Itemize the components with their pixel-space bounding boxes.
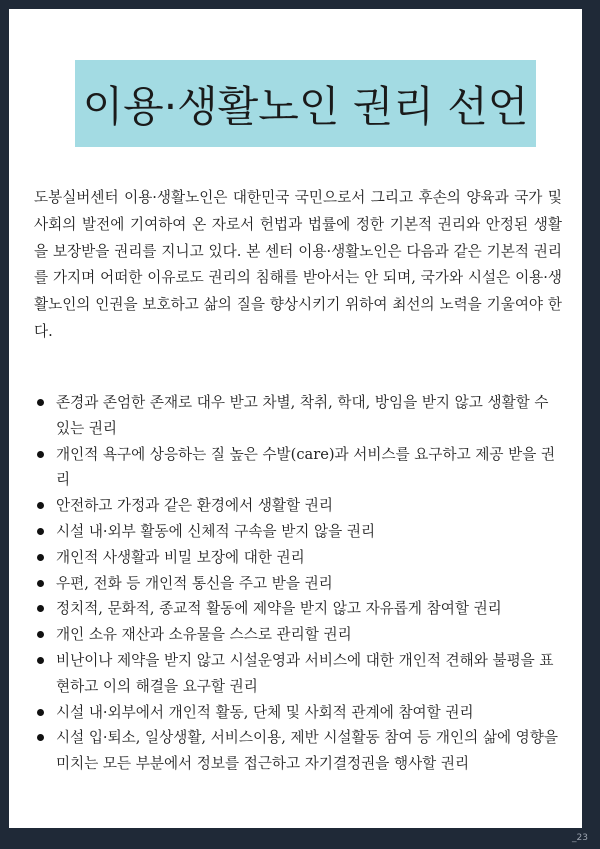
bullet-icon bbox=[37, 631, 44, 638]
list-item bbox=[34, 442, 560, 494]
list-item-text: 우편, 전화 등 개인적 통신을 주고 받을 권리 bbox=[56, 574, 333, 592]
list-item bbox=[34, 493, 560, 519]
list-item-text: 개인적 사생활과 비밀 보장에 대한 권리 bbox=[56, 548, 305, 566]
list-item bbox=[34, 519, 560, 545]
bullet-icon bbox=[37, 451, 44, 458]
intro-paragraph: 도봉실버센터 이용·생활노인은 대한민국 국민으로서 그리고 후손의 양육과 국가 및 사회의 발전에 기여하여 온 자로서 헌법과 법률에 정한 기본적 권리와 안정된 생활을 보장받을 권리를 지니고 있다. 본 센터 이용·생활노인은 다음과 같은 기본적 권리를 가지며 어떠한 이유로도 권리의 침해를 받아서는 안 되며, 국가와 시설은 이용·생활노인의 인권을 보호하고 삶의 질을 향상시키기 위하여 최선의 노력을 기울여야 한다. bbox=[34, 189, 562, 340]
bullet-icon bbox=[37, 580, 44, 587]
list-item-text: 비난이나 제약을 받지 않고 시설운영과 서비스에 대한 개인적 견해와 불평을 표현하고 이의 해결을 요구할 권리 bbox=[56, 651, 554, 695]
bullet-icon bbox=[37, 605, 44, 612]
bullet-icon bbox=[37, 399, 44, 406]
list-item bbox=[34, 648, 560, 700]
list-item bbox=[34, 725, 560, 777]
list-item bbox=[34, 571, 560, 597]
list-item-text: 정치적, 문화적, 종교적 활동에 제약을 받지 않고 자유롭게 참여할 권리 bbox=[56, 600, 502, 618]
list-item bbox=[34, 545, 560, 571]
list-item-text: 시설 내·외부 활동에 신체적 구속을 받지 않을 권리 bbox=[56, 522, 376, 540]
list-item-text: 개인 소유 재산과 소유물을 스스로 관리할 권리 bbox=[56, 626, 352, 644]
bullet-icon bbox=[37, 709, 44, 716]
bullet-icon bbox=[37, 657, 44, 664]
title-banner bbox=[75, 60, 536, 147]
rights-list bbox=[34, 390, 560, 777]
list-item bbox=[34, 622, 560, 648]
list-item-text: 시설 입·퇴소, 일상생활, 서비스이용, 제반 시설활동 참여 등 개인의 삶에 영향을 미치는 모든 부분에서 정보를 접근하고 자기결정권을 행사할 권리 bbox=[56, 729, 558, 773]
list-item-text: 개인적 욕구에 상응하는 질 높은 수발(care)과 서비스를 요구하고 제공 받을 권리 bbox=[56, 445, 556, 489]
bullet-icon bbox=[37, 554, 44, 561]
document-page bbox=[9, 9, 582, 828]
bullet-icon bbox=[37, 734, 44, 741]
list-item bbox=[34, 596, 560, 622]
bullet-icon bbox=[37, 502, 44, 509]
list-item bbox=[34, 390, 560, 442]
list-item-text: 안전하고 가정과 같은 환경에서 생활할 권리 bbox=[56, 497, 333, 515]
page-title: 이용·생활노인 권리 선언 bbox=[82, 81, 529, 131]
list-item-text: 존경과 존엄한 존재로 대우 받고 차별, 착취, 학대, 방임을 받지 않고 생활할 수 있는 권리 bbox=[56, 394, 549, 437]
bullet-icon bbox=[37, 528, 44, 535]
list-item bbox=[34, 700, 560, 726]
page-number: _23 bbox=[572, 833, 588, 843]
list-item-text: 시설 내·외부에서 개인적 활동, 단체 및 사회적 관계에 참여할 권리 bbox=[56, 703, 474, 721]
